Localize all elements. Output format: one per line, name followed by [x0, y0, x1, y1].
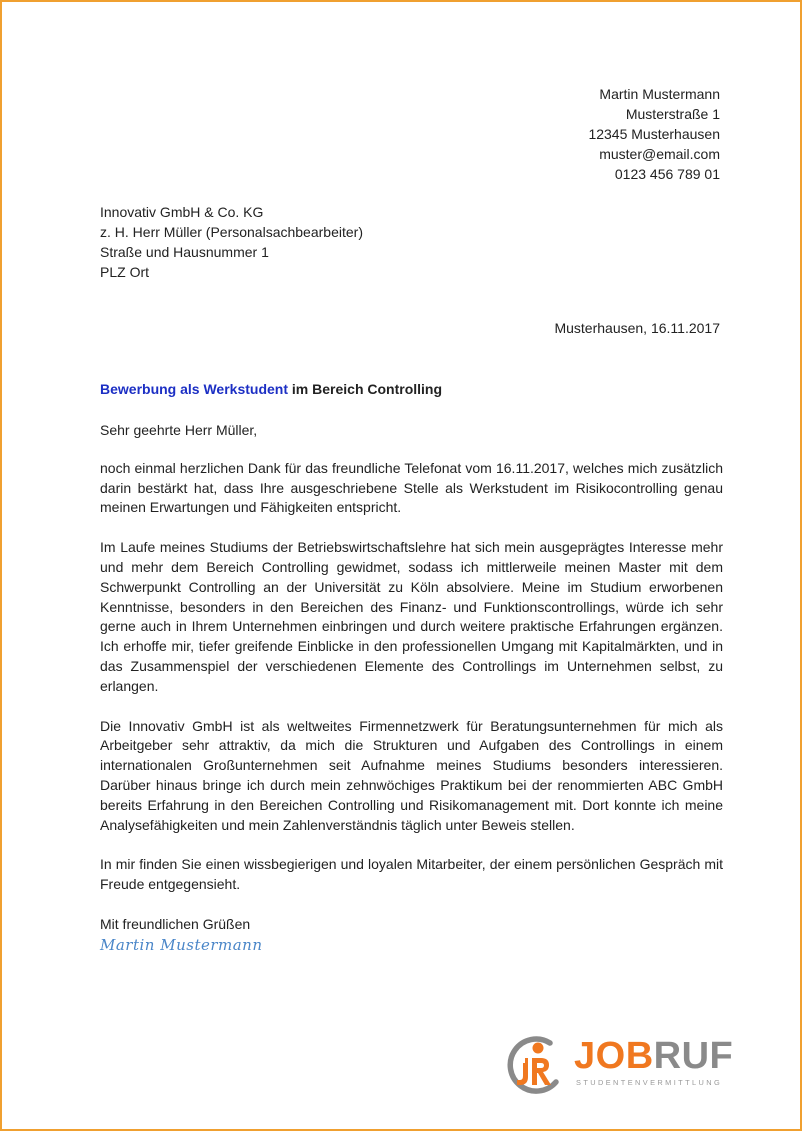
jobruf-logo — [504, 1032, 734, 1102]
jobruf-tagline: STUDENTENVERMITTLUNG — [576, 1078, 723, 1087]
recipient-street: Straße und Hausnummer 1 — [100, 244, 269, 260]
recipient-city: PLZ Ort — [100, 264, 150, 280]
letter-date: Musterhausen, 16.11.2017 — [554, 320, 720, 336]
recipient-block — [100, 202, 363, 282]
body-paragraph-2: Im Laufe meines Studiums der Betriebswirtschaftslehre hat sich mein ausgeprägtes Interesse mehr und mehr dem Bereich Controlling gewidmet, sodass ich mittlerweile meinen Master mit dem Schwerpunkt Controlling an der Universität zu Köln absolviere. Meine im Studium erworbenen Kenntnisse, besonders in den Bereichen des Finanz- und Funktionscontrollings, würde ich sehr gerne auch in Ihrem Unternehmen einbringen und durch weitere praktische Erfahrungen ergänzen. Ich erhoffe mir, tiefer greifende Einblicke in den professionellen Umgang mit Kapitalmärkten, und in das Zusammenspiel der verschiedenen Elemente des Controllings im Unternehmen selbst, zu erlangen. — [100, 539, 723, 694]
salutation: Sehr geehrte Herr Müller, — [100, 422, 258, 438]
handwritten-signature: Martin Mustermann — [100, 935, 263, 954]
body-paragraph-1: noch einmal herzlichen Dank für das freundliche Telefonat vom 16.11.2017, welches mich zusätzlich darin bestärkt hat, dass Ihre ausgeschriebene Stelle als Werkstudent im Risikocontrolling genau meinen Erwartungen und Fähigkeiten entspricht. — [100, 459, 723, 516]
sender-email: muster@email.com — [599, 146, 720, 162]
closing: Mit freundlichen Grüßen — [100, 915, 251, 932]
wordmark-job: JOB — [574, 1035, 654, 1077]
recipient-company: Innovativ GmbH & Co. KG — [100, 204, 264, 220]
sender-name: Martin Mustermann — [599, 86, 720, 102]
sender-block — [588, 84, 720, 184]
subject-line — [100, 381, 442, 397]
subject-rest: im Bereich Controlling — [288, 381, 443, 397]
sender-phone: 0123 456 789 01 — [614, 166, 720, 182]
sender-street: Musterstraße 1 — [625, 106, 720, 122]
sender-city: 12345 Musterhausen — [588, 126, 720, 142]
jobruf-wordmark — [574, 1036, 733, 1076]
wordmark-ruf: RUF — [653, 1035, 734, 1077]
subject-highlight: Bewerbung als Werkstudent — [100, 381, 289, 397]
body-paragraph-3: Die Innovativ GmbH ist als weltweites Firmennetzwerk für Beratungsunternehmen für mich als Arbeitgeber sehr attraktiv, da mich die Strukturen und Aufgaben des Controllings in einem internationalen Großunternehmen seit Aufnahme meines Studiums besonders interessieren. Darüber hinaus bringe ich durch mein zehnwöchiges Praktikum bei der renommierten ABC GmbH bereits Erfahrung in den Bereichen Controlling und Risikomanagement mit. Dort konnte ich meine Analysefähigkeiten und mein Zahlenverständnis täglich unter Beweis stellen. — [100, 717, 723, 833]
body-paragraph-4: In mir finden Sie einen wissbegierigen und loyalen Mitarbeiter, der einem persönlichen Gespräch mit Freude entgegensieht. — [100, 856, 723, 893]
jobruf-logo-mark-icon — [504, 1032, 568, 1096]
letter-body — [100, 421, 723, 956]
recipient-attention: z. H. Herr Müller (Personalsachbearbeiter) — [100, 224, 363, 240]
